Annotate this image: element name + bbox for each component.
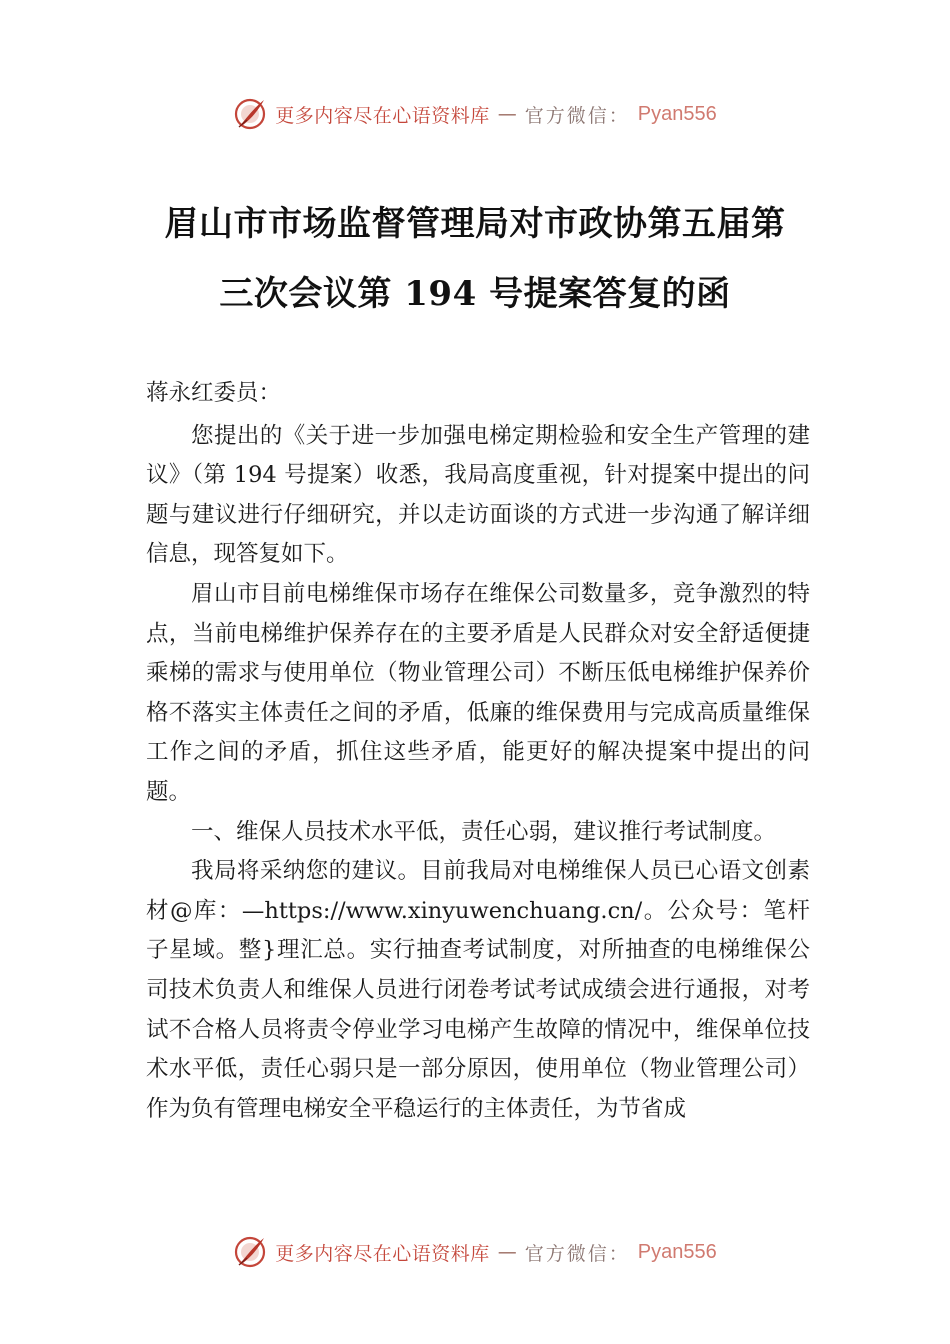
- document-body: [146, 374, 810, 1129]
- footer-banner: [0, 1232, 950, 1272]
- banner-brand-text: 更多内容尽在心语资料库: [275, 1242, 490, 1265]
- quill-seal-logo-icon: [233, 1235, 267, 1269]
- banner-brand-text: 更多内容尽在心语资料库: [275, 104, 490, 127]
- banner-wechat-label: 官方微信：: [524, 1242, 630, 1265]
- salutation: 蒋永红委员：: [146, 380, 282, 406]
- banner-separator: —: [497, 1241, 517, 1263]
- banner-wechat-label: 官方微信：: [524, 104, 630, 127]
- document-title-line-1: 眉山市市场监督管理局对市政协第五届第: [164, 204, 786, 244]
- banner-separator: —: [497, 103, 517, 125]
- header-banner: [0, 94, 950, 134]
- document-title-line-2: 三次会议第 194 号提案答复的函: [219, 274, 731, 314]
- banner-wechat-id: Pyan556: [637, 1240, 717, 1263]
- quill-seal-logo-icon: [233, 97, 267, 131]
- section-heading-1: 一、维保人员技术水平低，责任心弱，建议推行考试制度。: [191, 818, 777, 845]
- banner-wechat-id: Pyan556: [637, 102, 717, 125]
- paragraph-3: 我局将采纳您的建议。目前我局对电梯维保人员已心语文创素材@库：—https://www.xinyuwenchuang.cn/。公众号：笔杆子星域。整}理汇总。实行抽查考试制度，对所抽查的电梯维保公司技术负责人和维保人员进行闭卷考试考试成绩会进行通报，对考试不合格人员将责令停业学习电梯产生故障的情况中，维保单位技术水平低，责任心弱只是一部分原因，使用单位（物业管理公司）作为负有管理电梯安全平稳运行的主体责任，为节省成: [146, 858, 810, 1122]
- paragraph-2: 眉山市目前电梯维保市场存在维保公司数量多，竞争激烈的特点，当前电梯维护保养存在的主要矛盾是人民群众对安全舒适便捷乘梯的需求与使用单位（物业管理公司）不断压低电梯维护保养价格不落实主体责任之间的矛盾，低廉的维保费用与完成高质量维保工作之间的矛盾，抓住这些矛盾，能更好的解决提案中提出的问题。: [146, 580, 810, 805]
- paragraph-1: 您提出的《关于进一步加强电梯定期检验和安全生产管理的建议》（第 194 号提案）收悉，我局高度重视，针对提案中提出的问题与建议进行仔细研究，并以走访面谈的方式进一步沟通了解详细信息，现答复如下。: [146, 422, 810, 568]
